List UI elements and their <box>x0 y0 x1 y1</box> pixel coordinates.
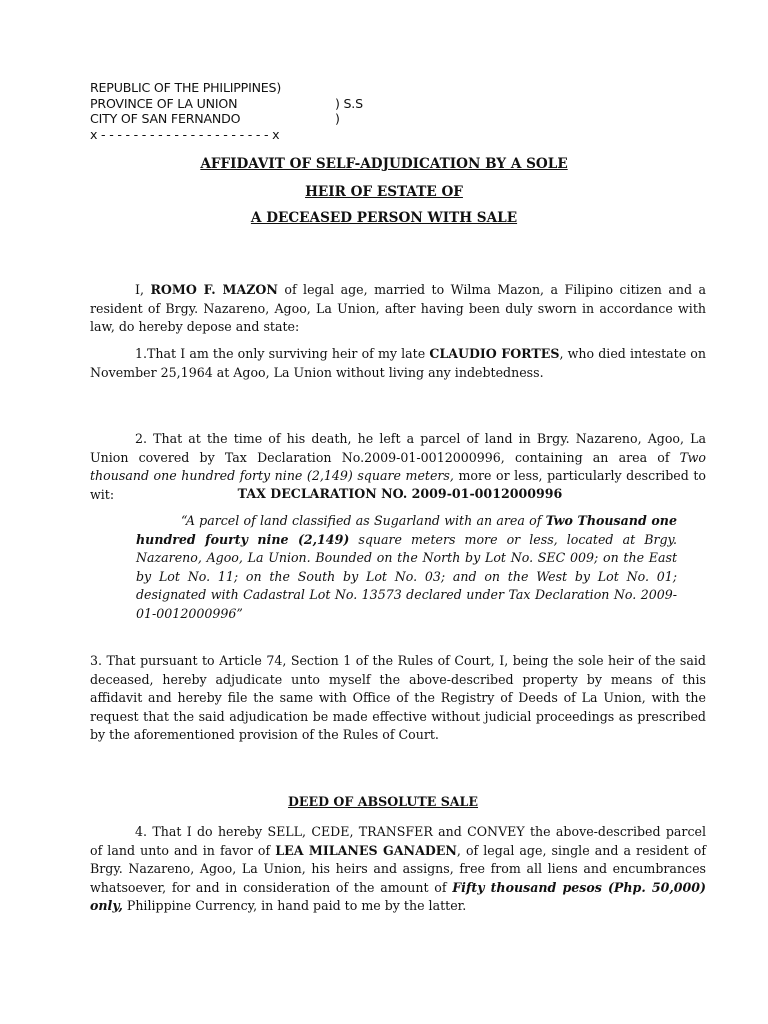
land-description-quote <box>136 512 677 624</box>
caption-city: CITY OF SAN FERNANDO <box>90 111 241 126</box>
caption-republic: REPUBLIC OF THE PHILIPPINES) <box>90 80 282 95</box>
paragraph-4 <box>90 823 706 916</box>
document-title-line-3: A DECEASED PERSON WITH SALE <box>250 210 518 226</box>
caption-paren: ) <box>335 111 340 126</box>
p2-text-b: more or less, particularly described to wit: <box>90 468 706 502</box>
land-area-italic: Two thousand one hundred forty nine (2,149) square meters, <box>90 449 706 484</box>
caption-line-city <box>90 111 340 127</box>
deed-of-sale-heading: DEED OF ABSOLUTE SALE <box>287 794 479 809</box>
intro-text-a: I, <box>135 282 151 297</box>
p4-text-c: Philippine Currency, in hand paid to me by the latter. <box>122 898 467 914</box>
caption-ss: ) S.S <box>335 95 363 111</box>
p4-text-a: 4. That I do hereby SELL, CEDE, TRANSFER and CONVEY the above-described parcel of land unto and in favor of <box>90 824 706 858</box>
tax-declaration-heading: TAX DECLARATION NO. 2009-01-0012000996 <box>237 486 563 501</box>
paragraph-3: 3. That pursuant to Article 74, Section 1 of the Rules of Court, I, being the sole heir of the said deceased, hereby adjudicate unto myself the above-described property by means of this affidavit and hereby file the same with Office of the Registry of Deeds of La Union, with the request that the said adjudication be made effective without judicial proceedings as prescribed by the aforementioned provision of the Rules of Court. <box>90 653 706 743</box>
caption-line-republic <box>90 80 281 96</box>
caption-line-province <box>90 95 363 112</box>
p1-text-b: , who died intestate on November 25,1964 at Agoo, La Union without living any indebtedness. <box>90 346 706 380</box>
caption-separator: x - - - - - - - - - - - - - - - - - - - - - x <box>90 126 280 142</box>
document-title-line-2: HEIR OF ESTATE OF <box>305 184 463 200</box>
p4-text-b: , of legal age, single and a resident of Brgy. Nazareno, Agoo, La Union, his heirs and assigns, free from all liens and encumbrances whatsoever, for and in consideration of the amount of <box>90 842 707 895</box>
intro-paragraph <box>90 281 706 337</box>
p1-text-a: 1.That I am the only surviving heir of my late <box>135 346 430 361</box>
quote-area-bold: Two Thousand one hundred fourty nine (2,149) <box>136 513 677 547</box>
affiant-name: ROMO F. MAZON <box>150 282 278 297</box>
deceased-name: CLAUDIO FORTES <box>429 346 560 361</box>
quote-text-b: square meters more or less, located at Brgy. Nazareno, Agoo, La Union. Bounded on the North by Lot No. SEC 009; on the East by Lot No. 11; on the South by Lot No. 03; and on the West by Lot No. 01; designated with Cadastral Lot No. 13573 declared under Tax Declaration No. 2009-01-0012000996” <box>136 531 677 621</box>
caption-province: PROVINCE OF LA UNION <box>90 95 238 111</box>
intro-text-b: of legal age, married to Wilma Mazon, a Filipino citizen and a resident of Brgy. Nazareno, Agoo, La Union, after having been duly sworn in accordance with law, do hereby depose and state: <box>90 282 707 335</box>
quote-text-a: “A parcel of land classified as Sugarland with an area of <box>181 513 546 528</box>
venue-caption <box>90 80 363 142</box>
document-title-line-1: AFFIDAVIT OF SELF-ADJUDICATION BY A SOLE <box>200 156 568 172</box>
sale-amount: Fifty thousand pesos (Php. 50,000) only, <box>90 879 706 914</box>
buyer-name: LEA MILANES GANADEN <box>275 842 457 858</box>
p2-text-a: 2. That at the time of his death, he left a parcel of land in Brgy. Nazareno, Agoo, La Union covered by Tax Declaration No.2009-01-0012000996, containing an area of <box>90 431 706 465</box>
paragraph-1 <box>90 345 706 382</box>
